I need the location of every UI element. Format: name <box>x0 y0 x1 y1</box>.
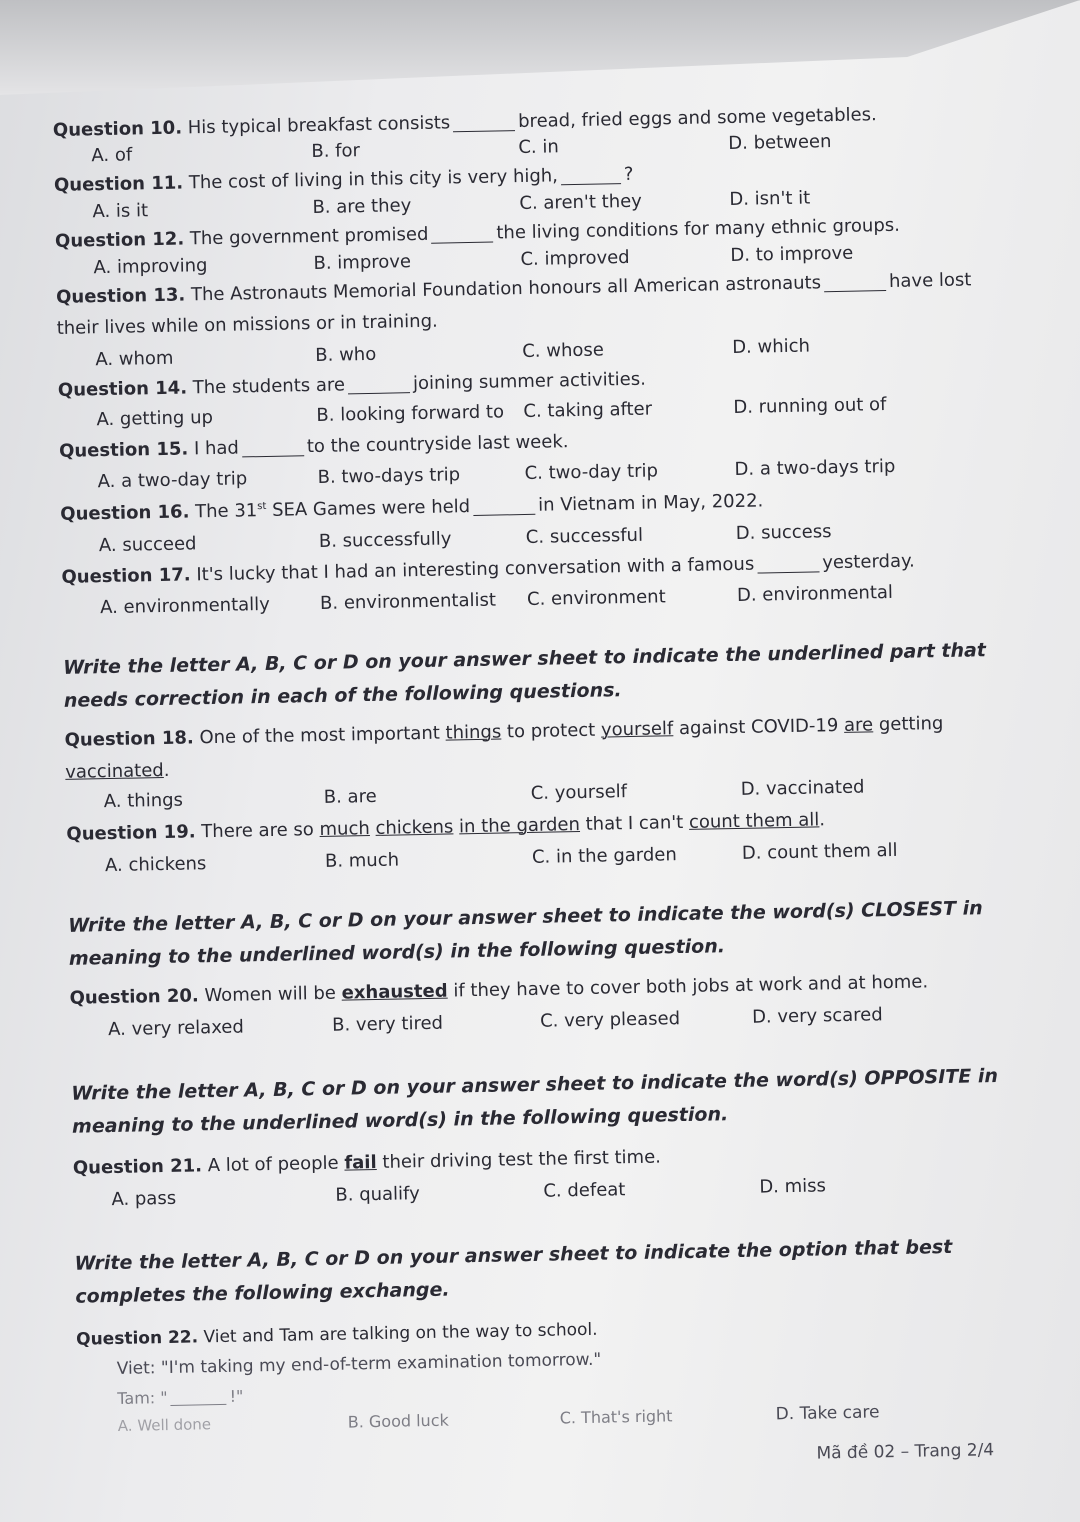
underlined-part: count them all <box>688 809 820 833</box>
option-a: A. a two-day trip <box>97 468 248 493</box>
option-d: D. to improve <box>730 242 854 267</box>
option-a: A. chickens <box>104 853 207 877</box>
option-a: A. is it <box>92 200 149 223</box>
option-d: D. environmental <box>736 581 894 606</box>
underlined-part: in the garden <box>458 814 581 838</box>
option-a: A. succeed <box>98 533 197 557</box>
option-b: B. very tired <box>331 1012 444 1036</box>
question-stem: The cost of living in this city is very high, <box>188 165 559 194</box>
question-stem-end: to the countryside last week. <box>306 431 569 458</box>
question-stem: The students are <box>192 374 346 399</box>
question-label: Question 15. <box>58 438 189 462</box>
instruction-line: Write the letter A, B, C or D on your answer sheet to indicate the underlined part that <box>63 639 987 679</box>
option-b: B. qualify <box>335 1183 420 1206</box>
option-b: B. environmentalist <box>319 589 497 614</box>
question-18-continued <box>65 759 170 783</box>
page-footer: Mã đề 02 – Trang 2/4 <box>816 1440 995 1464</box>
option-d: D. count them all <box>741 839 898 864</box>
option-a: A. very relaxed <box>108 1016 245 1041</box>
underlined-word: exhausted <box>341 980 448 1004</box>
instruction-line: meaning to the underlined word(s) in the following question. <box>68 935 726 970</box>
option-b: B. for <box>311 140 361 163</box>
underlined-part: much <box>319 818 370 841</box>
option-d: D. vaccinated <box>740 776 865 800</box>
option-c: C. yourself <box>530 781 628 804</box>
option-d: D. which <box>732 335 811 358</box>
option-a: A. of <box>91 144 133 167</box>
question-stem: I had <box>193 437 240 460</box>
option-c: C. That's right <box>559 1406 673 1428</box>
underlined-part: things <box>445 721 502 744</box>
stem-text: . <box>163 759 170 781</box>
underlined-word: fail <box>344 1151 377 1174</box>
underlined-part: vaccinated <box>65 759 164 783</box>
option-a: A. Well done <box>117 1415 212 1435</box>
stem-text: There are so <box>201 819 314 843</box>
question-label: Question 10. <box>52 117 183 141</box>
option-c: C. whose <box>522 339 605 363</box>
option-b: B. much <box>324 849 400 872</box>
option-d: D. Take care <box>775 1402 880 1425</box>
option-d: D. miss <box>759 1175 827 1198</box>
instruction-line: completes the following exchange. <box>75 1278 450 1308</box>
question-label: Question 12. <box>54 228 185 252</box>
option-c: C. defeat <box>543 1179 626 1202</box>
question-label: Question 17. <box>61 564 191 588</box>
option-b: B. who <box>315 343 377 366</box>
stem-text: Women will be <box>204 982 337 1007</box>
option-b: B. are <box>323 785 377 808</box>
option-c: C. aren't they <box>519 190 643 215</box>
option-a: A. getting up <box>96 406 214 431</box>
option-c: C. taking after <box>523 398 653 423</box>
stem-text: One of the most important <box>199 722 441 749</box>
question-stem-end: joining summer activities. <box>412 368 647 395</box>
question-stem: It's lucky that I had an interesting conversation with a famous <box>196 553 755 586</box>
option-d: D. isn't it <box>729 187 811 211</box>
question-13-continued: their lives while on missions or in training. <box>56 310 438 339</box>
option-c: C. successful <box>525 524 644 548</box>
option-b: B. two-days trip <box>317 464 461 488</box>
option-d: D. a two-days trip <box>734 455 896 480</box>
option-a: A. things <box>103 789 184 813</box>
option-c: C. two-day trip <box>524 460 659 484</box>
stem-text: if they have to cover both jobs at work and at home. <box>453 971 929 1002</box>
stem-text: A lot of people <box>207 1152 339 1177</box>
instruction-line: needs correction in each of the following questions. <box>63 679 622 712</box>
stem-text: that I can't <box>585 812 684 835</box>
stem-text: Viet and Tam are talking on the way to school. <box>203 1319 598 1348</box>
question-stem-end: in Vietnam in May, 2022. <box>537 490 764 516</box>
option-b: B. improve <box>313 251 412 275</box>
question-label: Question 20. <box>69 985 199 1009</box>
question-stem: The Astronauts Memorial Foundation honours all American astronauts <box>190 272 822 306</box>
stem-text: their driving test the first time. <box>382 1146 662 1173</box>
option-b: B. looking forward to <box>316 401 505 426</box>
question-label: Question 13. <box>55 284 186 308</box>
instruction-line: Write the letter A, B, C or D on your answer sheet to indicate the word(s) CLOSEST in <box>67 897 983 937</box>
question-label: Question 19. <box>66 821 196 845</box>
instruction-line: Write the letter A, B, C or D on your answer sheet to indicate the word(s) OPPOSITE in <box>71 1065 999 1105</box>
stem-text: to protect <box>506 719 596 743</box>
question-stem-end: have lost <box>888 269 972 292</box>
underlined-part: chickens <box>375 816 454 839</box>
option-c: C. very pleased <box>539 1008 681 1032</box>
question-stem-end: the living conditions for many ethnic groups. <box>496 214 901 244</box>
option-a: A. pass <box>111 1187 177 1211</box>
question-label: Question 18. <box>64 727 194 751</box>
option-a: A. whom <box>95 347 174 371</box>
question-label: Question 14. <box>57 377 188 401</box>
dialogue-viet: Viet: "I'm taking my end-of-term examination tomorrow." <box>116 1349 602 1379</box>
question-stem: The 31 <box>194 500 258 523</box>
question-stem-cont: SEA Games were held <box>266 496 471 521</box>
option-a: A. environmentally <box>99 593 271 619</box>
option-c: C. improved <box>520 246 630 271</box>
option-a: A. improving <box>93 255 208 279</box>
question-stem: His typical breakfast consists <box>187 112 451 139</box>
stem-text: against COVID-19 <box>678 715 839 740</box>
superscript: st <box>257 500 267 513</box>
option-c: C. in <box>518 136 559 159</box>
question-stem-end: yesterday. <box>822 550 916 574</box>
underlined-part: yourself <box>600 718 674 741</box>
question-label: Question 21. <box>72 1155 203 1179</box>
option-b: B. are they <box>312 195 412 219</box>
instruction-line: Write the letter A, B, C or D on your answer sheet to indicate the option that best <box>74 1235 953 1275</box>
dialogue-tam-end: !" <box>229 1386 244 1406</box>
stem-text: getting <box>878 713 944 736</box>
option-d: D. success <box>735 521 832 544</box>
option-b: B. Good luck <box>347 1410 449 1432</box>
question-stem-end: bread, fried eggs and some vegetables. <box>517 104 877 133</box>
stem-text: . <box>819 809 826 831</box>
option-b: B. successfully <box>318 528 452 552</box>
option-d: D. between <box>728 131 832 155</box>
dialogue-tam <box>117 1386 244 1408</box>
underlined-part: are <box>843 714 874 736</box>
option-c: C. in the garden <box>531 844 678 868</box>
option-c: C. environment <box>526 586 666 610</box>
instruction-line: meaning to the underlined word(s) in the following question. <box>71 1103 729 1138</box>
question-label: Question 16. <box>60 501 190 525</box>
option-d: D. running out of <box>733 394 887 418</box>
question-stem-end: ? <box>623 163 634 186</box>
question-label: Question 11. <box>53 172 184 196</box>
question-stem: The government promised <box>189 223 429 250</box>
dialogue-tam-start: Tam: " <box>117 1388 168 1408</box>
option-d: D. very scared <box>751 1004 883 1028</box>
question-label: Question 22. <box>75 1327 199 1350</box>
